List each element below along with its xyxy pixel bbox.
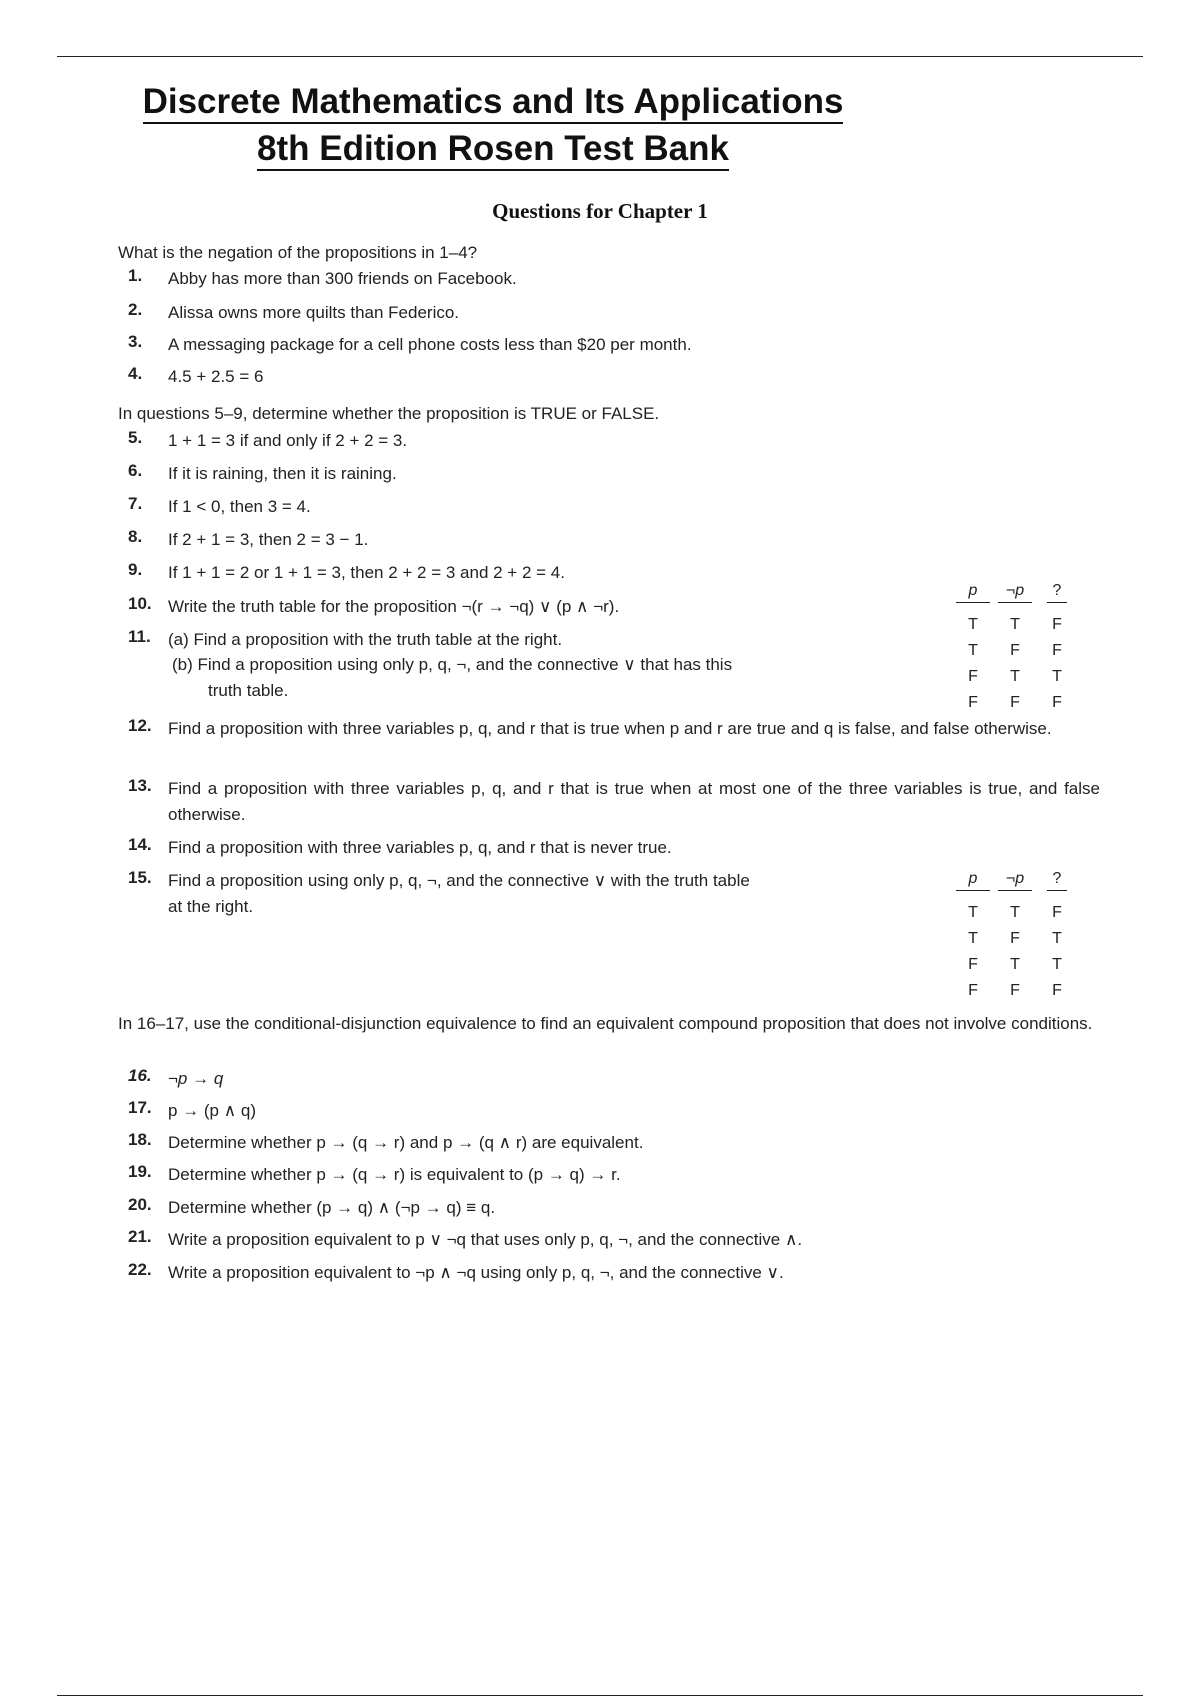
question-6: 6. If it is raining, then it is raining. [128,461,397,483]
truth-table-2-row: F T T [968,956,1062,973]
truth-table-2-row: T T F [968,904,1062,921]
question-4: 4. 4.5 + 2.5 = 6 [128,364,264,386]
question-11-part-b-cont: truth table. [208,681,289,700]
question-11-part-b: (b) Find a proposition using only p, q, ¬, and the connective ∨ that has this [172,655,733,674]
question-16: 16. ¬p → q [128,1066,224,1088]
question-12: 12. Find a proposition with three variables p, q, and r that is true when p and r are true and q is false, and false otherwise. [128,716,1052,738]
question-19: 19. Determine whether p → (q → r) is equivalent to (p → q) → r. [128,1162,621,1184]
chapter-heading: Questions for Chapter 1 [492,199,708,223]
truth-table-2-row: T F T [968,930,1062,947]
document-title-line1: Discrete Mathematics and Its Applications [133,82,853,122]
truth-table-1-row: T T F [968,616,1062,633]
truth-table-2 [956,870,1076,1008]
question-21: 21. Write a proposition equivalent to p ∨ ¬q that uses only p, q, ¬, and the connective ∧. [128,1227,803,1249]
truth-table-1-row: F F F [968,694,1062,711]
top-rule [57,56,1143,57]
truth-table-1 [956,582,1076,720]
question-15: 15. Find a proposition using only p, q, ¬, and the connective ∨ with the truth table at the right. [128,868,750,916]
question-1: 1. Abby has more than 300 friends on Facebook. [128,266,517,288]
intro-negation: What is the negation of the propositions in 1–4? [118,243,478,262]
question-14: 14. Find a proposition with three variables p, q, and r that is never true. [128,835,672,857]
question-3: 3. A messaging package for a cell phone costs less than $20 per month. [128,332,692,354]
intro-conditional-disjunction: In 16–17, use the conditional-disjunction equivalence to find an equivalent compound proposition that does not involve conditions. [118,1014,1093,1033]
question-7: 7. If 1 < 0, then 3 = 4. [128,494,311,516]
question-18: 18. Determine whether p → (q → r) and p → (q ∧ r) are equivalent. [128,1130,644,1152]
truth-table-1-row: F T T [968,668,1062,685]
question-8: 8. If 2 + 1 = 3, then 2 = 3 − 1. [128,527,369,549]
bottom-rule [57,1695,1143,1696]
question-22: 22. Write a proposition equivalent to ¬p ∧ ¬q using only p, q, ¬, and the connective ∨. [128,1260,784,1282]
question-9: 9. If 1 + 1 = 2 or 1 + 1 = 3, then 2 + 2 = 3 and 2 + 2 = 4. [128,560,565,582]
question-13: 13. Find a proposition with three variables p, q, and r that is true when at most one of the three variables is true, and false otherwise. [128,776,1100,824]
truth-table-1-row: T F F [968,642,1062,659]
question-20: 20. Determine whether (p → q) ∧ (¬p → q) ≡ q. [128,1195,496,1217]
question-10: 10. Write the truth table for the proposition ¬(r → ¬q) ∨ (p ∧ ¬r). [128,594,620,616]
truth-table-2-row: F F F [968,982,1062,999]
intro-true-false: In questions 5–9, determine whether the proposition is TRUE or FALSE. [118,404,660,423]
question-11: 11. (a) Find a proposition with the truth table at the right. [128,627,563,649]
question-17: 17. p → (p ∧ q) [128,1098,257,1120]
document-title-line2: 8th Edition Rosen Test Bank [133,129,853,169]
truth-table-1-header: p ¬p ? [956,582,1076,608]
truth-table-2-header: p ¬p ? [956,870,1076,896]
question-5: 5. 1 + 1 = 3 if and only if 2 + 2 = 3. [128,428,408,450]
question-2: 2. Alissa owns more quilts than Federico. [128,300,460,322]
